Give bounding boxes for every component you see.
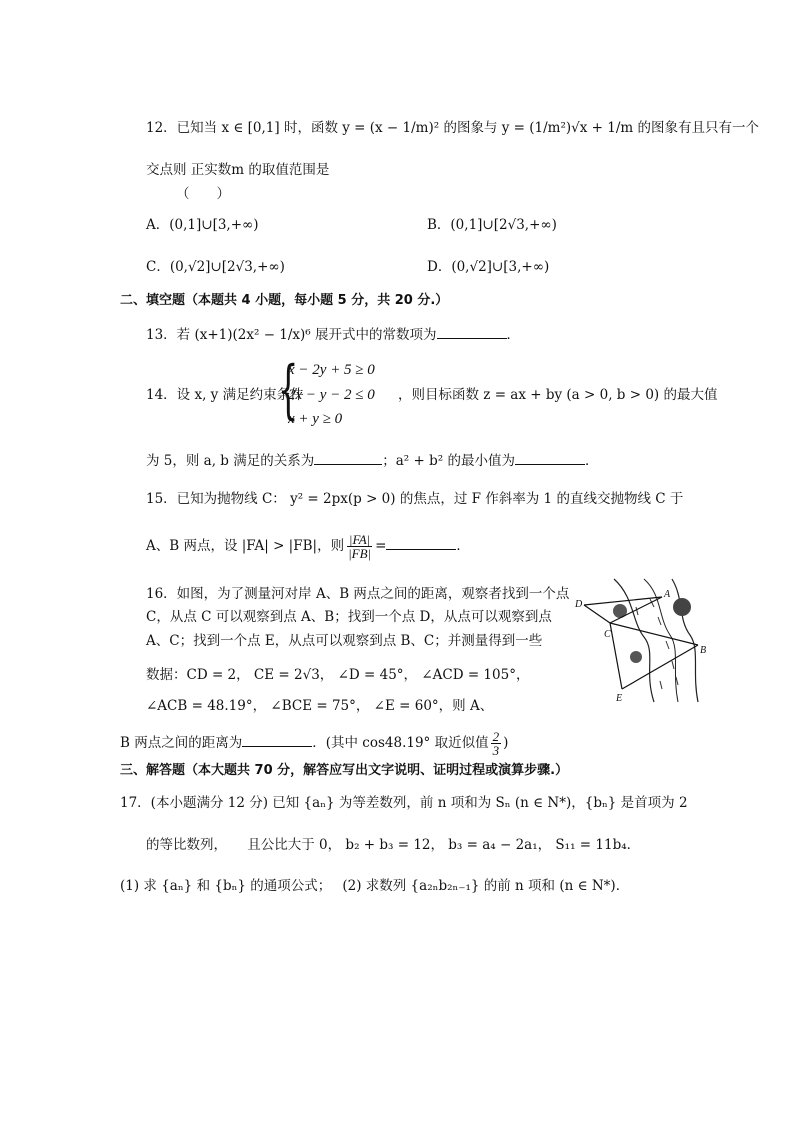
q15-line1: 15．已知为抛物线 C： y² = 2px(p > 0) 的焦点，过 F 作斜率为 1 的直线交抛物线 C 于 bbox=[146, 491, 684, 507]
q16-line1: 16．如图，为了测量河对岸 A、B 两点之间的距离，观察者找到一个点 bbox=[146, 586, 570, 602]
point-label-d: D bbox=[575, 599, 583, 610]
q14-answer-blank-1[interactable] bbox=[314, 450, 382, 465]
q14-constraint-3: x + y ≥ 0 bbox=[288, 411, 343, 427]
q15-line2-text-a: A、B 两点，设 |FA| > |FB|，则 bbox=[146, 538, 345, 554]
section-3-title: 三、解答题（本大题共 70 分，解答应写出文字说明、证明过程或演算步骤.） bbox=[120, 763, 569, 778]
q15-line2 bbox=[146, 533, 470, 560]
q14-line2 bbox=[146, 450, 598, 470]
section-2-title: 二、填空题（本题共 4 小题，每小题 5 分，共 20 分.） bbox=[120, 293, 449, 308]
point-label-e: E bbox=[616, 693, 623, 704]
q16-line4: 数据：CD = 2， CE = 2√3， ∠D = 45°， ∠ACD = 105°， bbox=[146, 667, 530, 683]
q14-objective: ，则目标函数 z = ax + by (a > 0, b > 0) 的最大值 bbox=[398, 387, 718, 403]
q14-line2-text-b: ；a² + b² 的最小值为 bbox=[382, 453, 515, 469]
q12-line1: 12．已知当 x ∈ [0,1] 时，函数 y = (x − 1/m)² 的图象与 y = (1/m²)√x + 1/m 的图象有且只有一个 bbox=[146, 120, 759, 136]
q16-line5: ∠ACB = 48.19°， ∠BCE = 75°， ∠E = 60°，则 A、 bbox=[146, 698, 494, 714]
q14-prefix: 14．设 x, y 满足约束条件 bbox=[146, 387, 304, 403]
q17-line3: (1) 求 {aₙ} 和 {bₙ} 的通项公式； (2) 求数列 {a₂ₙb₂ₙ₋₁} 的前 n 项和 (n ∈ N*)． bbox=[120, 878, 630, 894]
q14-constraint-1: x − 2y + 5 ≥ 0 bbox=[288, 362, 375, 378]
q15-answer-blank[interactable] bbox=[386, 535, 456, 550]
q12-answer-paren: （ ） bbox=[176, 186, 230, 202]
q16-line6-end: ) bbox=[503, 735, 509, 751]
river-bank-left bbox=[614, 579, 654, 702]
q15-end: ． bbox=[456, 538, 470, 554]
q16-line6-text-b: ．(其中 cos48.19° 取近似值 bbox=[312, 735, 489, 751]
q17-line1: 17．(本小题满分 12 分) 已知 {aₙ} 为等差数列，前 n 项和为 Sₙ (n ∈ N*)，{bₙ} 是首项为 2 bbox=[120, 795, 688, 811]
q16-line6-text-a: B 两点之间的距离为 bbox=[120, 735, 243, 751]
q15-frac-den: |FB| bbox=[348, 546, 372, 561]
q16-line2: C，从点 C 可以观察到点 A、B；找到一个点 D，从点可以观察到点 bbox=[146, 609, 552, 625]
q15-frac-num: |FA| bbox=[348, 532, 371, 547]
q16-line3: A、C；找到一个点 E，从点可以观察到点 B、C；并测量得到一些 bbox=[146, 633, 543, 649]
q16-answer-blank[interactable] bbox=[242, 732, 312, 747]
q14-answer-blank-2[interactable] bbox=[515, 450, 585, 465]
q12-option-b: B．(0,1]∪[2√3,+∞) bbox=[427, 217, 557, 233]
tree-icon bbox=[630, 651, 642, 663]
tree-icon bbox=[673, 598, 691, 616]
q13-end: ． bbox=[506, 327, 521, 343]
point-label-c: C bbox=[604, 629, 611, 640]
q12-option-c: C．(0,√2]∪[2√3,+∞) bbox=[146, 259, 285, 275]
q16-line6 bbox=[120, 730, 508, 757]
q17-line2: 的等比数列， 且公比大于 0， b₂ + b₃ = 12， b₃ = a₄ − 2a₁， S₁₁ = 11b₄． bbox=[146, 837, 641, 853]
q16-frac-num: 2 bbox=[492, 729, 500, 744]
q16-frac-den: 3 bbox=[492, 743, 500, 758]
q14-line2-text-a: 为 5，则 a, b 满足的关系为 bbox=[146, 453, 315, 469]
q12-line2: 交点则 正实数m 的取值范围是 bbox=[146, 162, 330, 178]
q15-equals: = bbox=[375, 538, 387, 554]
q13-answer-blank[interactable] bbox=[437, 324, 507, 339]
q16-river-figure bbox=[574, 577, 774, 705]
q13-line bbox=[146, 324, 520, 344]
q13-text: 13．若 (x+1)(2x² − 1/x)⁶ 展开式中的常数项为 bbox=[146, 327, 437, 343]
q14-line2-text-c: ． bbox=[584, 453, 599, 469]
q12-option-a: A．(0,1]∪[3,+∞) bbox=[146, 217, 259, 233]
q14-brace: { bbox=[278, 353, 299, 427]
q16-fraction bbox=[491, 730, 502, 757]
point-label-b: B bbox=[700, 645, 707, 656]
q14-constraint-2: 2x − y − 2 ≤ 0 bbox=[288, 387, 375, 403]
q15-fraction bbox=[346, 533, 373, 560]
point-label-a: A bbox=[664, 589, 671, 600]
q12-option-d: D．(0,√2]∪[3,+∞) bbox=[427, 259, 550, 275]
